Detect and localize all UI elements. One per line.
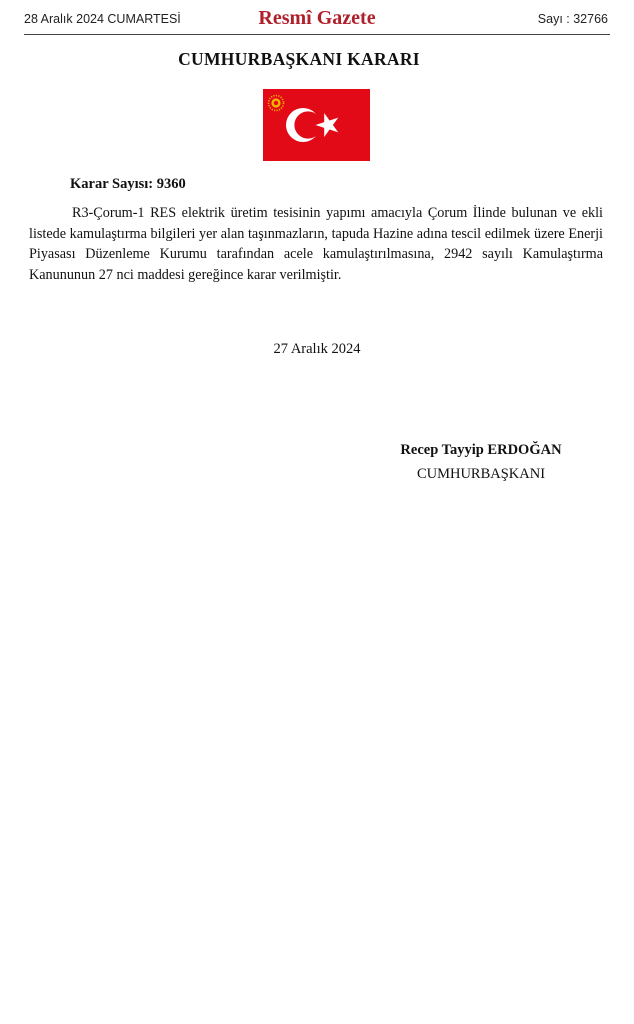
issue-number: Sayı : 32766 <box>537 12 608 26</box>
decision-number: Karar Sayısı: 9360 <box>70 176 186 192</box>
signer-name: Recep Tayyip ERDOĞAN <box>400 442 562 458</box>
signing-date: 27 Aralık 2024 <box>273 341 361 357</box>
signature-block <box>381 440 581 484</box>
header-date: 28 Aralık 2024 CUMARTESİ <box>24 12 181 26</box>
turkish-flag-icon <box>263 89 370 161</box>
document-title: CUMHURBAŞKANI KARARI <box>178 49 420 69</box>
signer-title: CUMHURBAŞKANI <box>416 466 546 482</box>
decision-body: R3-Çorum-1 RES elektrik üretim tesisinin yapımı amacıyla Çorum İlinde bulunan ve ekli listede kamulaştırma bilgileri yer alan taşınmazların, tapuda Hazine adına tescil edilmek üzere Enerji Piyasası Düzenleme Kurumu tarafından acele kamulaştırılmasına, 2942 sayılı Kamulaştırma Kanununun 27 nci maddesi gereğince karar verilmiştir. <box>29 205 603 283</box>
gazette-name: Resmî Gazete <box>258 7 376 29</box>
gazette-header <box>24 6 610 35</box>
